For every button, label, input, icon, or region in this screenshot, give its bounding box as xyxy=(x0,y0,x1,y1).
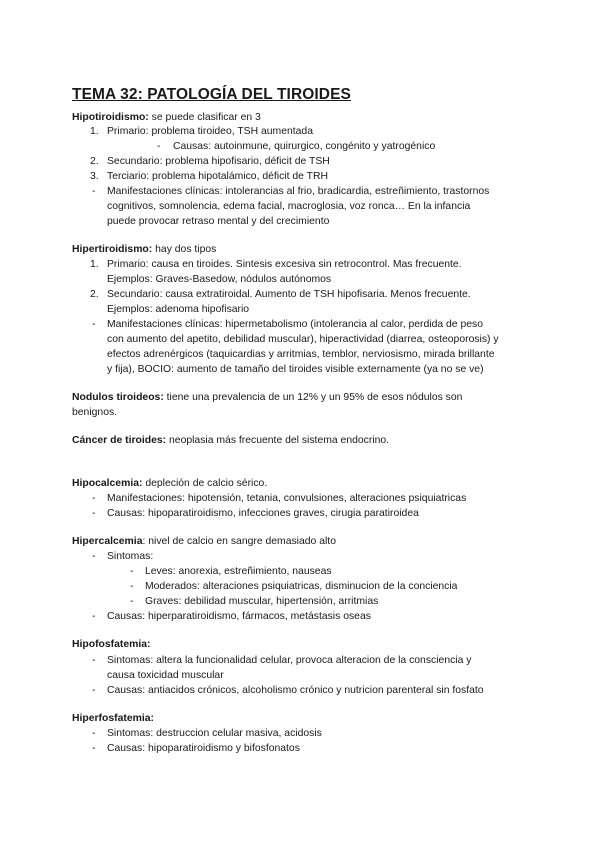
list-item: Manifestaciones clínicas: hipermetabolismo (intolerancia al calor, perdida de peso xyxy=(107,319,483,330)
list-marker: - xyxy=(130,566,134,577)
list-marker: 1. xyxy=(90,126,99,137)
list-item: Sintomas: destruccion celular masiva, acidosis xyxy=(107,728,322,739)
list-marker: - xyxy=(92,728,96,739)
list-item-continuation: cognitivos, somnolencia, edema facial, macroglosia, voz ronca… En la infancia xyxy=(107,201,471,212)
list-marker: - xyxy=(92,551,96,562)
list-item: Causas: antiacidos crónicos, alcoholismo crónico y nutricion parenteral sin fosfato xyxy=(107,685,484,696)
cancer-paragraph: Cáncer de tiroides: neoplasia más frecuente del sistema endocrino. xyxy=(72,435,390,446)
list-item-continuation: efectos adrenérgicos (taquicardias y arritmias, temblor, nerviosismo, mirada brillante xyxy=(107,349,495,360)
list-item-continuation: y fija), BOCIO: aumento de tamaño del tiroides visible externamente (ya no se ve) xyxy=(107,364,484,375)
list-item-continuation: Ejemplos: adenoma hipofisario xyxy=(107,304,250,315)
list-marker: 3. xyxy=(90,171,99,182)
list-item: Sintomas: xyxy=(107,551,154,562)
list-item: Causas: hipoparatiroidismo y bifosfonatos xyxy=(107,743,300,754)
list-item: Primario: causa en tiroides. Sintesis excesiva sin retrocontrol. Mas frecuente. xyxy=(107,259,462,270)
list-item-continuation: puede provocar retraso mental y del crecimiento xyxy=(107,216,330,227)
list-marker: - xyxy=(92,186,96,197)
sublist-item: Moderados: alteraciones psiquiatricas, disminucion de la conciencia xyxy=(145,581,458,592)
list-item: Secundario: causa extratiroidal. Aumento de TSH hipofisaria. Menos frecuente. xyxy=(107,289,471,300)
hipofosfatemia-heading xyxy=(72,638,151,652)
section-heading: Cáncer de tiroides: xyxy=(72,435,167,446)
list-marker: 1. xyxy=(90,259,99,270)
list-item: Causas: autoinmune, quirurgico, congénito y yatrogénico xyxy=(173,141,436,152)
list-item-continuation: Ejemplos: Graves-Basedow, nódulos autónomos xyxy=(107,274,332,285)
list-marker: - xyxy=(157,141,161,152)
hipertiroidismo-intro: Hipertiroidismo: hay dos tipos xyxy=(72,244,217,255)
list-marker: - xyxy=(92,319,96,330)
list-item: Primario: problema tiroideo, TSH aumentada xyxy=(107,126,313,137)
list-marker: - xyxy=(92,508,96,519)
list-item: Terciario: problema hipotalámico, déficit de TRH xyxy=(107,171,328,182)
list-marker: - xyxy=(130,581,134,592)
sublist-item: Graves: debilidad muscular, hipertensión, arritmias xyxy=(145,596,379,607)
section-heading: Hipotiroidismo: xyxy=(72,112,149,123)
list-marker: - xyxy=(92,611,96,622)
page-title: TEMA 32: PATOLOGÍA DEL TIROIDES xyxy=(72,86,351,103)
list-item: Causas: hipoparatiroidismo, infecciones graves, cirugia paratiroidea xyxy=(107,508,419,519)
list-item-continuation: causa toxicidad muscular xyxy=(107,670,224,681)
list-item: Secundario: problema hipofisario, déficit de TSH xyxy=(107,156,330,167)
hipercalcemia-intro: Hipercalcemia: nivel de calcio en sangre demasiado alto xyxy=(72,536,336,547)
list-marker: - xyxy=(92,655,96,666)
nodulos-paragraph: Nodulos tiroideos: tiene una prevalencia de un 12% y un 95% de esos nódulos son xyxy=(72,392,463,403)
section-heading: Hipercalcemia xyxy=(72,536,143,547)
list-marker: - xyxy=(92,493,96,504)
list-item: Causas: hiperparatiroidismo, fármacos, metástasis oseas xyxy=(107,611,371,622)
section-heading: Hiperfosfatemia: xyxy=(72,713,154,724)
list-item-continuation: con aumento del apetito, debilidad muscular), hiperactividad (diarrea, osteoporosis) y xyxy=(107,334,499,345)
hiperfosfatemia-heading xyxy=(72,712,154,726)
section-heading: Nodulos tiroideos: xyxy=(72,392,164,403)
list-item: Manifestaciones: hipotensión, tetania, convulsiones, alteraciones psiquiatricas xyxy=(107,493,467,504)
hipocalcemia-intro: Hipocalcemia: depleción de calcio sérico. xyxy=(72,478,268,489)
list-marker: - xyxy=(130,596,134,607)
section-heading: Hipofosfatemia: xyxy=(72,639,151,650)
list-marker: 2. xyxy=(90,289,99,300)
sublist-item: Leves: anorexia, estreñimiento, nauseas xyxy=(145,566,332,577)
list-marker: - xyxy=(92,685,96,696)
list-marker: 2. xyxy=(90,156,99,167)
hipotiroidismo-intro: Hipotiroidismo: se puede clasificar en 3 xyxy=(72,112,261,123)
section-heading: Hipertiroidismo: xyxy=(72,244,153,255)
list-item: Sintomas: altera la funcionalidad celular, provoca alteracion de la consciencia y xyxy=(107,655,472,666)
section-heading: Hipocalcemia: xyxy=(72,478,143,489)
list-item: Manifestaciones clínicas: intolerancias al frio, bradicardia, estreñimiento, trastornos xyxy=(107,186,490,197)
nodulos-paragraph-continuation: benignos. xyxy=(72,407,118,418)
list-marker: - xyxy=(92,743,96,754)
